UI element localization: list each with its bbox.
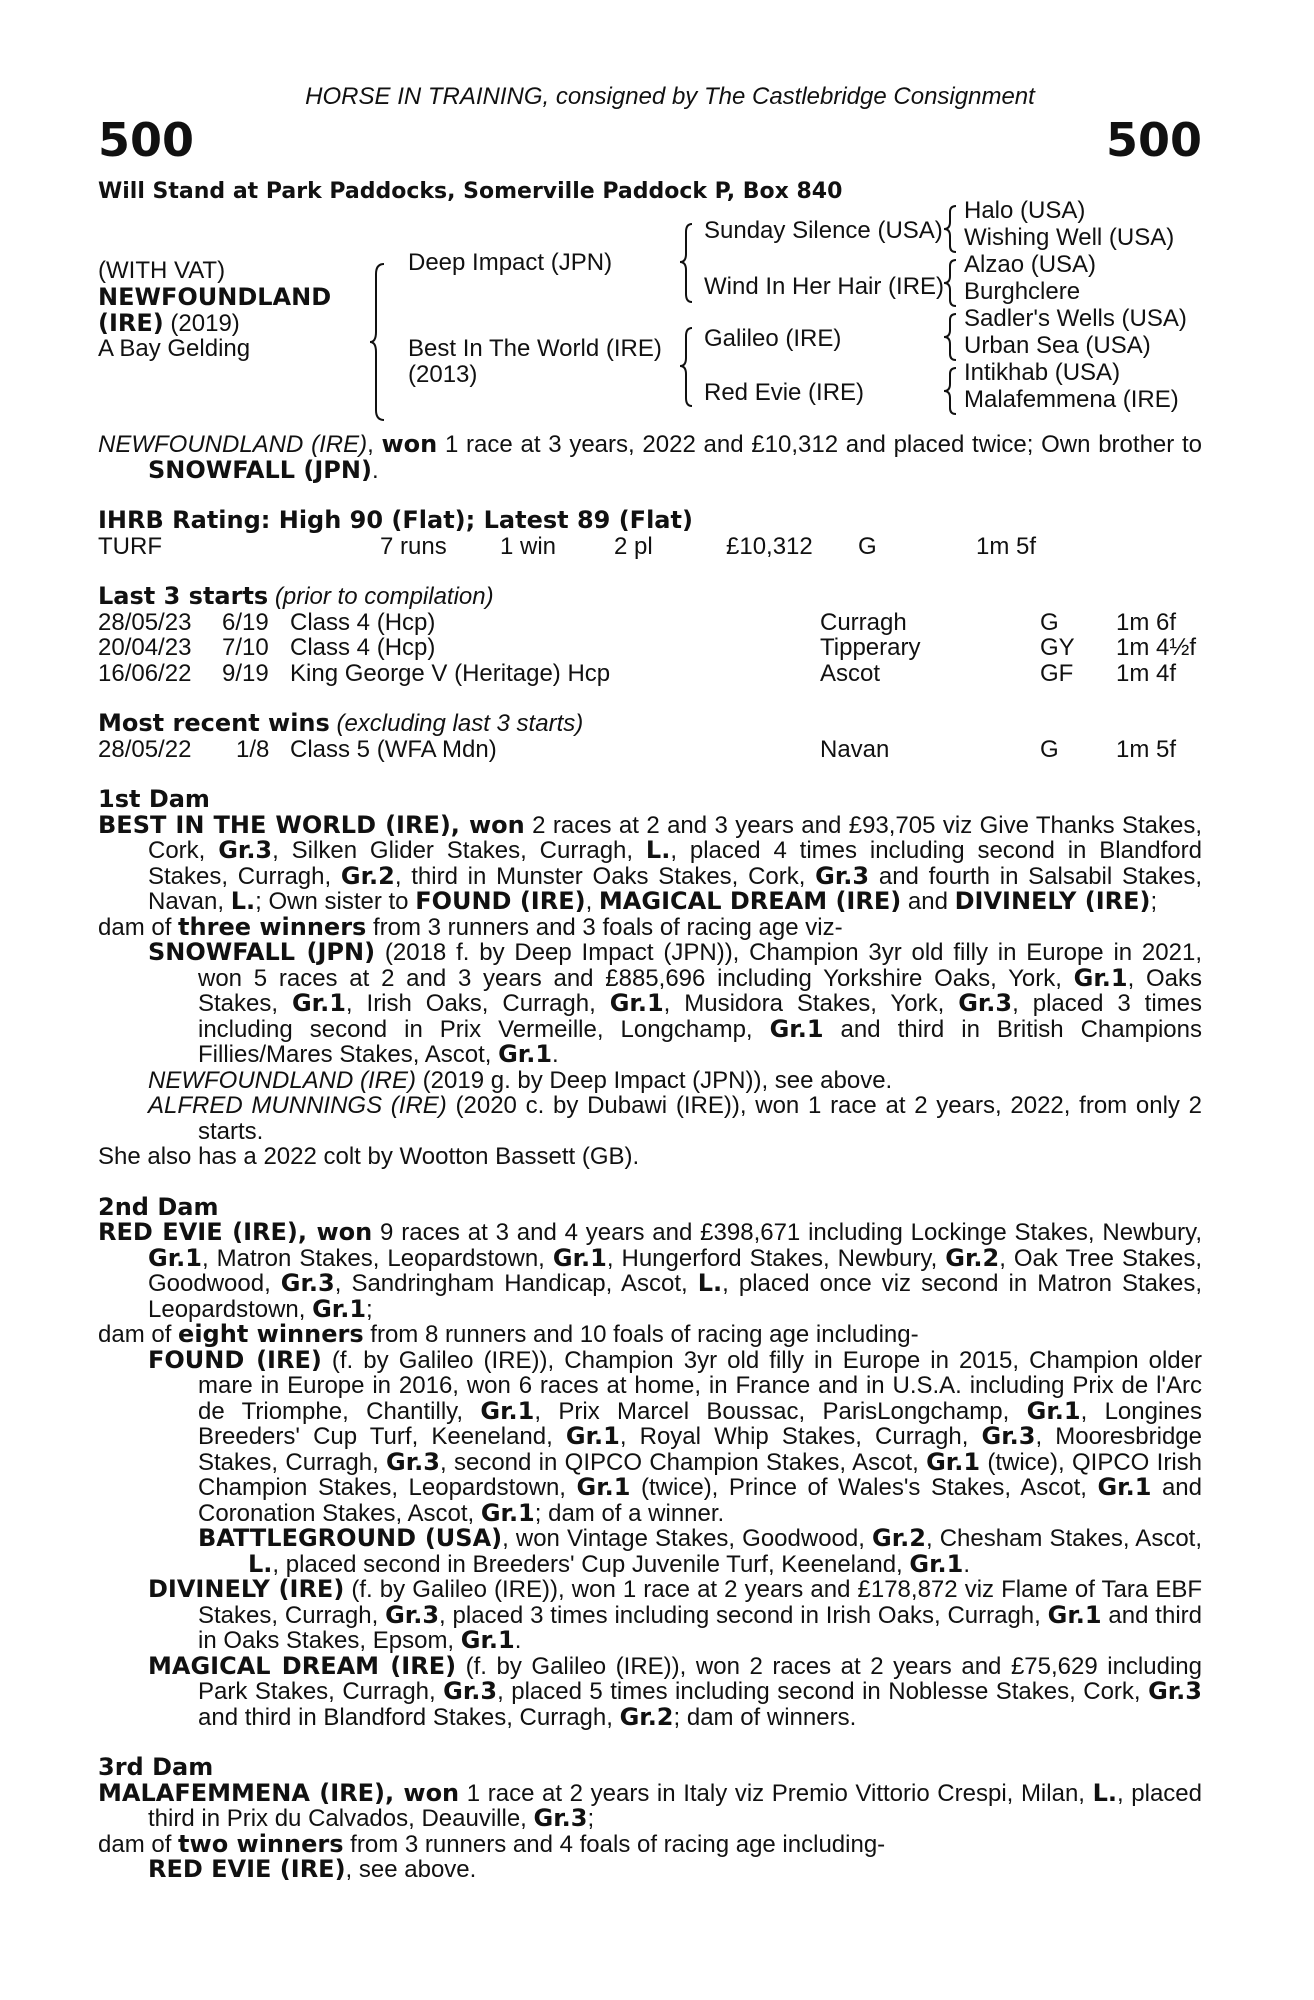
lot-number-left: 500 <box>98 113 195 167</box>
text: from 3 runners and 4 foals of racing age including- <box>343 1830 886 1858</box>
text: and third in British Champions Fillies/Mares Stakes, Ascot, <box>198 1015 1202 1068</box>
grade: Gr.1 <box>498 1040 553 1068</box>
grade: Gr.1 <box>1026 1396 1081 1425</box>
third-dam-heading: 3rd Dam <box>98 1753 214 1781</box>
grade: Gr.2 <box>945 1243 1000 1272</box>
produce-battleground <box>98 1526 1202 1577</box>
sire-dam: Wind In Her Hair (IRE) <box>704 273 945 300</box>
text: , placed 3 times including second in Irish Oaks, Curragh, <box>439 1601 1048 1629</box>
grade: Gr.1 <box>926 1447 981 1476</box>
text: ; <box>587 1805 595 1832</box>
text: , Oak Tree Stakes, Goodwood, <box>148 1244 1203 1297</box>
grade: Gr.1 <box>769 1014 824 1043</box>
horse-summary: NEWFOUNDLAND (IRE), won 1 race at 3 years, 2022 and £10,312 and placed twice; Own brother to SNOWFALL (JPN). <box>98 430 1203 484</box>
recent-wins-note: (excluding last 3 starts) <box>329 710 584 737</box>
produce-name: NEWFOUNDLAND (IRE) <box>148 1066 416 1094</box>
pedigree-brace-sire <box>680 222 694 304</box>
grade: Gr.3 <box>1148 1677 1202 1705</box>
winners-count: three winners <box>178 912 367 941</box>
text: , won Vintage Stakes, Goodwood, <box>502 1525 873 1552</box>
grade: Gr.1 <box>460 1626 515 1654</box>
summary-text: 1 race at 3 years, 2022 and £10,312 and placed twice; Own brother to <box>437 431 1203 458</box>
produce-name: DIVINELY (IRE) <box>148 1575 345 1603</box>
rating-heading: IHRB Rating: High 90 (Flat); Latest 89 (Flat) <box>98 506 693 534</box>
dam: Best In The World (IRE) <box>408 335 662 362</box>
text: from 8 runners and 10 foals of racing age including- <box>363 1321 919 1348</box>
sdd: Burghclere <box>964 278 1081 305</box>
start-position: 6/19 <box>222 608 269 636</box>
text: , placed 3 times including second in Prix Vermeille, Longchamp, <box>198 990 1202 1043</box>
rating-places: 2 pl <box>614 532 653 560</box>
horse-name: NEWFOUNDLAND <box>98 283 332 311</box>
produce-snowfall <box>98 940 1202 1068</box>
grade: Gr.1 <box>480 1498 535 1527</box>
start-date: 16/06/22 <box>98 659 192 687</box>
recent-wins-title: Most recent wins <box>98 709 330 737</box>
start-course: Curragh <box>820 608 907 636</box>
grade: L. <box>1092 1778 1117 1807</box>
dam-name: MALAFEMMENA (IRE), won <box>98 1778 460 1807</box>
text: , Sandringham Handicap, Ascot, <box>334 1270 698 1297</box>
text: , Chesham Stakes, Ascot, <box>925 1525 1203 1552</box>
lot-number-row <box>98 112 1202 168</box>
grade: Gr.1 <box>291 989 346 1017</box>
grade: Gr.3 <box>385 1600 440 1629</box>
rating-runs: 7 runs <box>380 532 447 560</box>
text: , Irish Oaks, Curragh, <box>345 990 610 1017</box>
grade: Gr.2 <box>872 1524 926 1552</box>
start-course: Tipperary <box>820 634 921 661</box>
horse-year: (2019) <box>163 310 240 337</box>
text: and <box>901 888 955 915</box>
produce-red-evie <box>98 1857 1202 1883</box>
produce-name: SNOWFALL (JPN) <box>148 938 376 966</box>
text: , Longines Breeders' Cup Turf, Keeneland, <box>198 1397 1203 1450</box>
start-race: King George V (Heritage) Hcp <box>290 659 611 687</box>
start-race: Class 4 (Hcp) <box>290 634 436 661</box>
grade: Gr.2 <box>619 1702 674 1731</box>
start-course: Ascot <box>820 659 881 687</box>
text: dam of <box>98 913 179 941</box>
consignment-line: HORSE IN TRAINING, consigned by The Castlebridge Consignment <box>305 83 1035 110</box>
grade: Gr.3 <box>443 1677 498 1705</box>
grade: L. <box>248 1549 273 1578</box>
summary-brother: SNOWFALL (JPN) <box>148 455 372 484</box>
text: , second in QIPCO Champion Stakes, Ascot, <box>439 1448 927 1476</box>
produce-magical-dream <box>98 1651 1202 1731</box>
first-dam-heading: 1st Dam <box>98 785 210 813</box>
text: 2 races at 2 and 3 years and £93,705 viz Give Thanks Stakes, Cork, <box>148 811 1202 864</box>
win-position: 1/8 <box>236 735 270 763</box>
grade: Gr.1 <box>480 1396 535 1425</box>
win-going: G <box>1040 735 1059 763</box>
text: , see above. <box>345 1856 477 1883</box>
text: ; dam of winners. <box>673 1703 857 1731</box>
sire: Deep Impact (JPN) <box>408 249 613 276</box>
summary-name: NEWFOUNDLAND (IRE) <box>98 431 368 458</box>
dam-dam: Red Evie (IRE) <box>704 379 865 406</box>
start-row <box>98 661 1202 687</box>
pedigree-brace-main <box>370 262 386 422</box>
last-starts-note: (prior to compilation) <box>268 583 494 610</box>
rating-surface: TURF <box>98 532 162 560</box>
rating-row <box>98 534 1202 560</box>
text: , placed third in Prix du Calvados, Deauville, <box>148 1779 1203 1832</box>
lot-number-right: 500 <box>1105 113 1202 167</box>
text: 9 races at 3 and 4 years and £398,671 including Lockinge Stakes, Newbury, <box>372 1219 1202 1246</box>
first-dam-record <box>98 810 1202 915</box>
text: , Royal Whip Stakes, Curragh, <box>619 1423 982 1450</box>
rating-wins: 1 win <box>500 532 557 560</box>
text: , Oaks Stakes, <box>198 964 1202 1017</box>
start-date: 20/04/23 <box>98 634 192 661</box>
sire-sire: Sunday Silence (USA) <box>704 217 943 244</box>
text: 1 race at 2 years in Italy viz Premio Vittorio Crespi, Milan, <box>459 1779 1093 1807</box>
recent-wins-heading <box>98 711 1202 737</box>
grade: L. <box>645 836 671 864</box>
sds: Alzao (USA) <box>964 251 1097 278</box>
start-date: 28/05/23 <box>98 608 192 636</box>
sibling-name: DIVINELY (IRE) <box>954 887 1151 915</box>
produce-name: MAGICAL DREAM (IRE) <box>148 1651 457 1680</box>
third-dam-produce-line <box>98 1829 1202 1858</box>
second-dam-produce-line <box>98 1322 1202 1348</box>
last-starts-heading <box>98 584 1202 610</box>
grade: Gr.1 <box>1047 1600 1102 1629</box>
start-distance: 1m 6f <box>1116 608 1177 636</box>
text: dam of <box>98 1321 179 1348</box>
text: , Matron Stakes, Leopardstown, <box>201 1244 553 1272</box>
pedigree-brace-ds <box>944 312 958 364</box>
dam-name: BEST IN THE WORLD (IRE), won <box>98 810 525 839</box>
produce-newfoundland <box>98 1068 1202 1094</box>
produce-divinely <box>98 1577 1202 1654</box>
second-dam-record <box>98 1220 1202 1322</box>
grade: Gr.1 <box>609 989 664 1017</box>
text: (2019 g. by Deep Impact (JPN)), see above. <box>416 1066 893 1094</box>
text: , Musidora Stakes, York, <box>663 990 959 1017</box>
grade: Gr.3 <box>958 989 1013 1017</box>
second-dam-heading: 2nd Dam <box>98 1192 219 1221</box>
dam-name: RED EVIE (IRE), won <box>98 1218 373 1246</box>
summary-end: . <box>371 456 379 484</box>
sss: Halo (USA) <box>964 197 1086 224</box>
horse-year-line <box>98 310 240 337</box>
text: (f. by Galileo (IRE)), Champion 3yr old filly in Europe in 2015, Champion older mare in Europe in 2016, won 6 races at home, in France and in U.S.A. including Prix de l'Arc de Triomphe, Chantilly, <box>198 1346 1202 1425</box>
text: . <box>514 1627 522 1654</box>
text: and third in Oaks Stakes, Epsom, <box>198 1601 1202 1654</box>
grade: Gr.1 <box>1097 1473 1152 1501</box>
grade: Gr.3 <box>218 836 273 864</box>
third-dam-record <box>98 1778 1203 1832</box>
text: , third in Munster Oaks Stakes, Cork, <box>394 862 816 890</box>
sibling-name: FOUND (IRE) <box>415 887 586 915</box>
catalogue-page <box>98 82 1202 1883</box>
text: (2020 c. by Dubawi (IRE)), won 1 race at 2 years, 2022, from only 2 starts. <box>198 1092 1202 1145</box>
grade: Gr.1 <box>312 1294 367 1323</box>
grade: Gr.3 <box>386 1447 440 1476</box>
produce-alfred-munnings <box>98 1093 1202 1144</box>
text: , <box>585 888 599 915</box>
dds: Intikhab (USA) <box>964 359 1121 386</box>
horse-description: A Bay Gelding <box>98 335 251 362</box>
start-going: GF <box>1040 659 1074 687</box>
text: ; dam of a winner. <box>534 1499 725 1527</box>
dam-sire: Galileo (IRE) <box>704 325 842 352</box>
text: and fourth in Salsabil Stakes, Navan, <box>148 862 1202 915</box>
win-distance: 1m 5f <box>1116 735 1177 763</box>
text: . <box>963 1550 971 1578</box>
text: (f. by Galileo (IRE)), won 1 race at 2 years and £178,872 viz Flame of Tara EBF Stakes, Curragh, <box>198 1576 1203 1629</box>
first-dam-produce-line <box>98 912 1202 941</box>
start-position: 9/19 <box>222 659 269 687</box>
first-dam-also: She also has a 2022 colt by Wootton Bassett (GB). <box>98 1143 640 1170</box>
sibling-name: MAGICAL DREAM (IRE) <box>598 887 902 915</box>
grade: Gr.1 <box>1073 963 1128 992</box>
text: dam of <box>98 1830 179 1858</box>
horse-country: (IRE) <box>98 309 164 337</box>
start-distance: 1m 4½f <box>1116 634 1197 661</box>
win-row <box>98 737 1202 763</box>
start-distance: 1m 4f <box>1116 659 1177 687</box>
start-race: Class 4 (Hcp) <box>290 608 436 636</box>
grade: Gr.1 <box>565 1422 620 1450</box>
produce-found <box>98 1345 1203 1527</box>
text: (2018 f. by Deep Impact (JPN)), Champion 3yr old filly in Europe in 2021, won 5 races at 2 and 3 years and £885,696 including Yorkshire Oaks, York, <box>198 939 1202 992</box>
text: , Mooresbridge Stakes, Curragh, <box>198 1423 1202 1476</box>
produce-name: FOUND (IRE) <box>148 1345 322 1374</box>
text: from 3 runners and 3 foals of racing age viz- <box>366 913 843 941</box>
dsd: Urban Sea (USA) <box>964 332 1151 359</box>
start-position: 7/10 <box>222 634 269 661</box>
start-row <box>98 635 1202 661</box>
pedigree-brace-ss <box>944 204 958 256</box>
summary-won: won <box>381 430 438 458</box>
produce-name: RED EVIE (IRE) <box>148 1855 346 1883</box>
text: (twice), QIPCO Irish Champion Stakes, Leopardstown, <box>198 1448 1202 1501</box>
grade: Gr.1 <box>552 1243 607 1272</box>
text: and third in Blandford Stakes, Curragh, <box>198 1703 620 1731</box>
last-starts-title: Last 3 starts <box>98 582 269 610</box>
winners-count: two winners <box>178 1829 344 1858</box>
grade: Gr.1 <box>909 1549 964 1578</box>
text: and Coronation Stakes, Ascot, <box>198 1474 1202 1527</box>
grade: Gr.1 <box>576 1473 631 1501</box>
grade: Gr.3 <box>815 861 870 890</box>
text: ; <box>1150 888 1158 915</box>
rating-going: G <box>858 532 877 560</box>
rating-earnings: £10,312 <box>726 532 813 560</box>
text: , Prix Marcel Boussac, ParisLongchamp, <box>534 1397 1027 1425</box>
grade: Gr.2 <box>340 861 395 890</box>
text: , Hungerford Stakes, Newbury, <box>606 1244 946 1272</box>
text: . <box>552 1041 559 1068</box>
last-starts-table <box>98 610 1202 687</box>
grade: Gr.1 <box>148 1243 202 1272</box>
ddd: Malafemmena (IRE) <box>964 386 1179 413</box>
produce-name: BATTLEGROUND (USA) <box>198 1524 503 1552</box>
grade: Gr.3 <box>533 1804 588 1832</box>
rating-distance: 1m 5f <box>976 532 1037 560</box>
pedigree-brace-sd <box>944 258 958 310</box>
produce-name: ALFRED MUNNINGS (IRE) <box>148 1092 447 1119</box>
stand-location: Will Stand at Park Paddocks, Somerville Paddock P, Box 840 <box>98 179 843 204</box>
text: ; Own sister to <box>255 888 416 915</box>
text: , placed second in Breeders' Cup Juvenile Turf, Keeneland, <box>272 1550 910 1578</box>
win-date: 28/05/22 <box>98 735 192 763</box>
grade: Gr.3 <box>981 1422 1036 1450</box>
text: , Silken Glider Stakes, Curragh, <box>272 837 646 864</box>
text: , placed 5 times including second in Noblesse Stakes, Cork, <box>497 1678 1149 1705</box>
vat-label: (WITH VAT) <box>98 257 226 284</box>
winners-count: eight winners <box>178 1320 364 1348</box>
text: , placed 4 times including second in Blandford Stakes, Curragh, <box>148 837 1202 890</box>
dam-year: (2013) <box>408 361 478 388</box>
start-row <box>98 610 1202 636</box>
text: (twice), Prince of Wales's Stakes, Ascot, <box>630 1474 1098 1501</box>
grade: L. <box>230 887 256 915</box>
pedigree-brace-dam <box>680 326 694 408</box>
text: , placed once viz second in Matron Stakes, Leopardstown, <box>148 1270 1202 1323</box>
ssd: Wishing Well (USA) <box>964 224 1175 251</box>
grade: L. <box>697 1269 723 1297</box>
pedigree-table <box>98 197 1202 422</box>
win-course: Navan <box>820 735 890 763</box>
win-race: Class 5 (WFA Mdn) <box>290 735 497 763</box>
text: (f. by Galileo (IRE)), won 2 races at 2 years and £75,629 including Park Stakes, Curragh, <box>198 1652 1202 1705</box>
start-going: GY <box>1040 634 1075 661</box>
text: ; <box>366 1295 373 1323</box>
pedigree-brace-dd <box>944 366 958 418</box>
start-going: G <box>1040 608 1059 636</box>
dss: Sadler's Wells (USA) <box>964 305 1187 332</box>
grade: Gr.3 <box>280 1269 335 1297</box>
